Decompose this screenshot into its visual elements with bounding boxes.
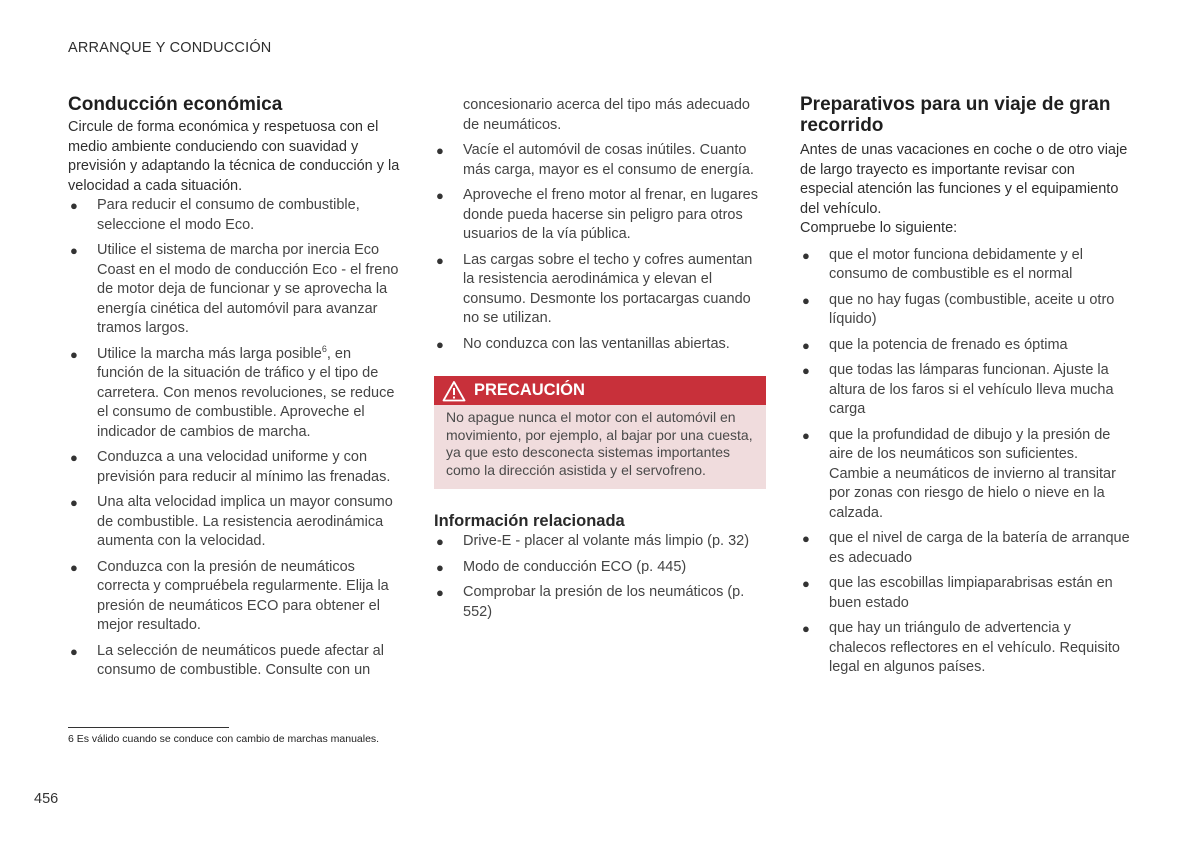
bullet-icon: ● [802, 247, 810, 263]
bullet-icon: ● [436, 534, 444, 549]
list-item: ● que la potencia de frenado es óptima [800, 336, 1132, 356]
continued-text: concesionario acerca del tipo más adecuado de neumáticos. [463, 97, 750, 133]
eco-tips-list [68, 196, 400, 681]
list-item: ● que no hay fugas (combustible, aceite u otro líquido) [802, 291, 1115, 327]
bullet-icon: ● [802, 576, 810, 591]
related-link[interactable]: ● Drive-E - placer al volante más limpio (p. 32) [434, 532, 766, 552]
list-item: ● Vacíe el automóvil de cosas inútiles. Cuanto más carga, mayor es el consumo de energía. [436, 142, 754, 178]
list-item: ● No conduzca con las ventanillas abiertas. [434, 335, 766, 355]
list-item: ● Utilice la marcha más larga posible$^6$, en función de la situación de tráfico y el tipo de carretera. Con menos revoluciones, se reduce el consumo de combustible. Aproveche el indicador de cambios de marcha. [70, 343, 395, 440]
warning-title: PRECAUCIÓN [474, 381, 585, 399]
check-label: Compruebe lo siguiente: [800, 220, 958, 236]
bullet-icon: ● [436, 143, 444, 158]
list-item: ● Aproveche el freno motor al frenar, en lugares donde pueda hacerse sin peligro para otros usuarios de la vía pública. [436, 187, 758, 242]
bullet-icon: ● [70, 450, 78, 465]
section-title: Preparativos para un viaje de gran recorrido [800, 94, 1111, 136]
list-item: ● que hay un triángulo de advertencia y chalecos reflectores en el vehículo. Requisito legal en algunos países. [802, 620, 1120, 675]
running-header: ARRANQUE Y CONDUCCIÓN [68, 40, 272, 56]
checklist [800, 246, 1132, 678]
list-item: ● Conduzca con la presión de neumáticos correcta y compruébela regularmente. Elija la presión de neumáticos ECO para obtener el mejor resultado. [70, 558, 389, 633]
list-item: ● Utilice el sistema de marcha por inercia Eco Coast en el modo de conducción Eco - el freno de motor deja de funcionar y se aprovecha la energía cinética del automóvil para avanzar tramos largos. [70, 242, 399, 336]
bullet-icon: ● [436, 252, 444, 268]
bullet-icon: ● [70, 243, 78, 258]
bullet-icon: ● [802, 337, 810, 353]
intro-paragraph: Antes de unas vacaciones en coche o de otro viaje de largo trayecto es importante revisar con especial atención las funciones y el equipamiento del vehículo. [800, 142, 1128, 217]
list-item: ● La selección de neumáticos puede afectar al consumo de combustible. Consulte con un [70, 642, 384, 678]
section-eco-driving [68, 94, 400, 687]
bullet-icon: ● [802, 363, 810, 378]
footnote-ref[interactable]: 6 [321, 343, 327, 354]
footnote-divider [68, 727, 229, 728]
list-item: ● que la profundidad de dibujo y la presión de aire de los neumáticos son suficientes. Cambie a neumáticos de invierno al transitar por zonas con riesgo de hielo o nieve en la calzada. [802, 426, 1116, 521]
bullet-icon: ● [802, 531, 810, 546]
bullet-icon: ● [802, 292, 810, 308]
bullet-icon: ● [802, 427, 810, 443]
bullet-icon: ● [70, 643, 78, 659]
list-item: ● que todas las lámparas funcionan. Ajuste la altura de los faros si el vehículo lleva mucha carga [802, 362, 1114, 417]
bullet-icon: ● [436, 585, 444, 600]
bullet-icon: ● [802, 621, 810, 636]
related-link[interactable]: ● Modo de conducción ECO (p. 445) [434, 558, 766, 578]
list-item: ● que el nivel de carga de la batería de arranque es adecuado [802, 530, 1130, 566]
related-info-title: Información relacionada [434, 512, 625, 530]
footnote: 6 Es válido cuando se conduce con cambio de marchas manuales. [68, 733, 380, 745]
eco-tips-list-continued [434, 141, 766, 354]
list-item: ● Conduzca a una velocidad uniforme y con previsión para reducir al mínimo las frenadas. [70, 449, 391, 485]
list-item: ● que el motor funciona debidamente y el consumo de combustible es el normal [802, 246, 1083, 282]
list-item: ● que las escobillas limpiaparabrisas están en buen estado [802, 575, 1113, 611]
warning-header [434, 376, 766, 405]
page-number: 456 [34, 791, 59, 807]
warning-triangle-icon [442, 380, 466, 402]
related-link[interactable]: ● Comprobar la presión de los neumáticos (p. 552) [436, 584, 745, 620]
list-item: ● Una alta velocidad implica un mayor consumo de combustible. La resistencia aerodinámica aumenta con la velocidad. [70, 494, 393, 549]
bullet-icon: ● [70, 559, 78, 575]
list-item: ● Las cargas sobre el techo y cofres aumentan la resistencia aerodinámica y elevan el consumo. Desmonte los portacargas cuando no se utilizan. [436, 251, 753, 326]
section-eco-driving-continued [434, 96, 766, 628]
section-title: Conducción económica [68, 94, 283, 115]
section-long-trip-prep [800, 94, 1132, 684]
bullet-icon: ● [70, 346, 78, 362]
intro-paragraph: Circule de forma económica y respetuosa con el medio ambiente conduciendo con suavidad y previsión y adaptando la técnica de conducción y la velocidad a cada situación. [68, 119, 400, 194]
bullet-icon: ● [70, 495, 78, 510]
bullet-icon: ● [70, 198, 78, 213]
bullet-icon: ● [436, 188, 444, 203]
warning-text: No apague nunca el motor con el automóvil en movimiento, por ejemplo, al bajar por una cuesta, ya que esto desconecta sistemas importantes como la dirección asistida y el servofreno. [434, 405, 766, 489]
list-item: ● Para reducir el consumo de combustible, seleccione el modo Eco. [70, 197, 360, 233]
warning-box [434, 376, 766, 489]
bullet-icon: ● [436, 336, 444, 352]
bullet-icon: ● [436, 559, 444, 575]
related-links-list [434, 532, 766, 622]
